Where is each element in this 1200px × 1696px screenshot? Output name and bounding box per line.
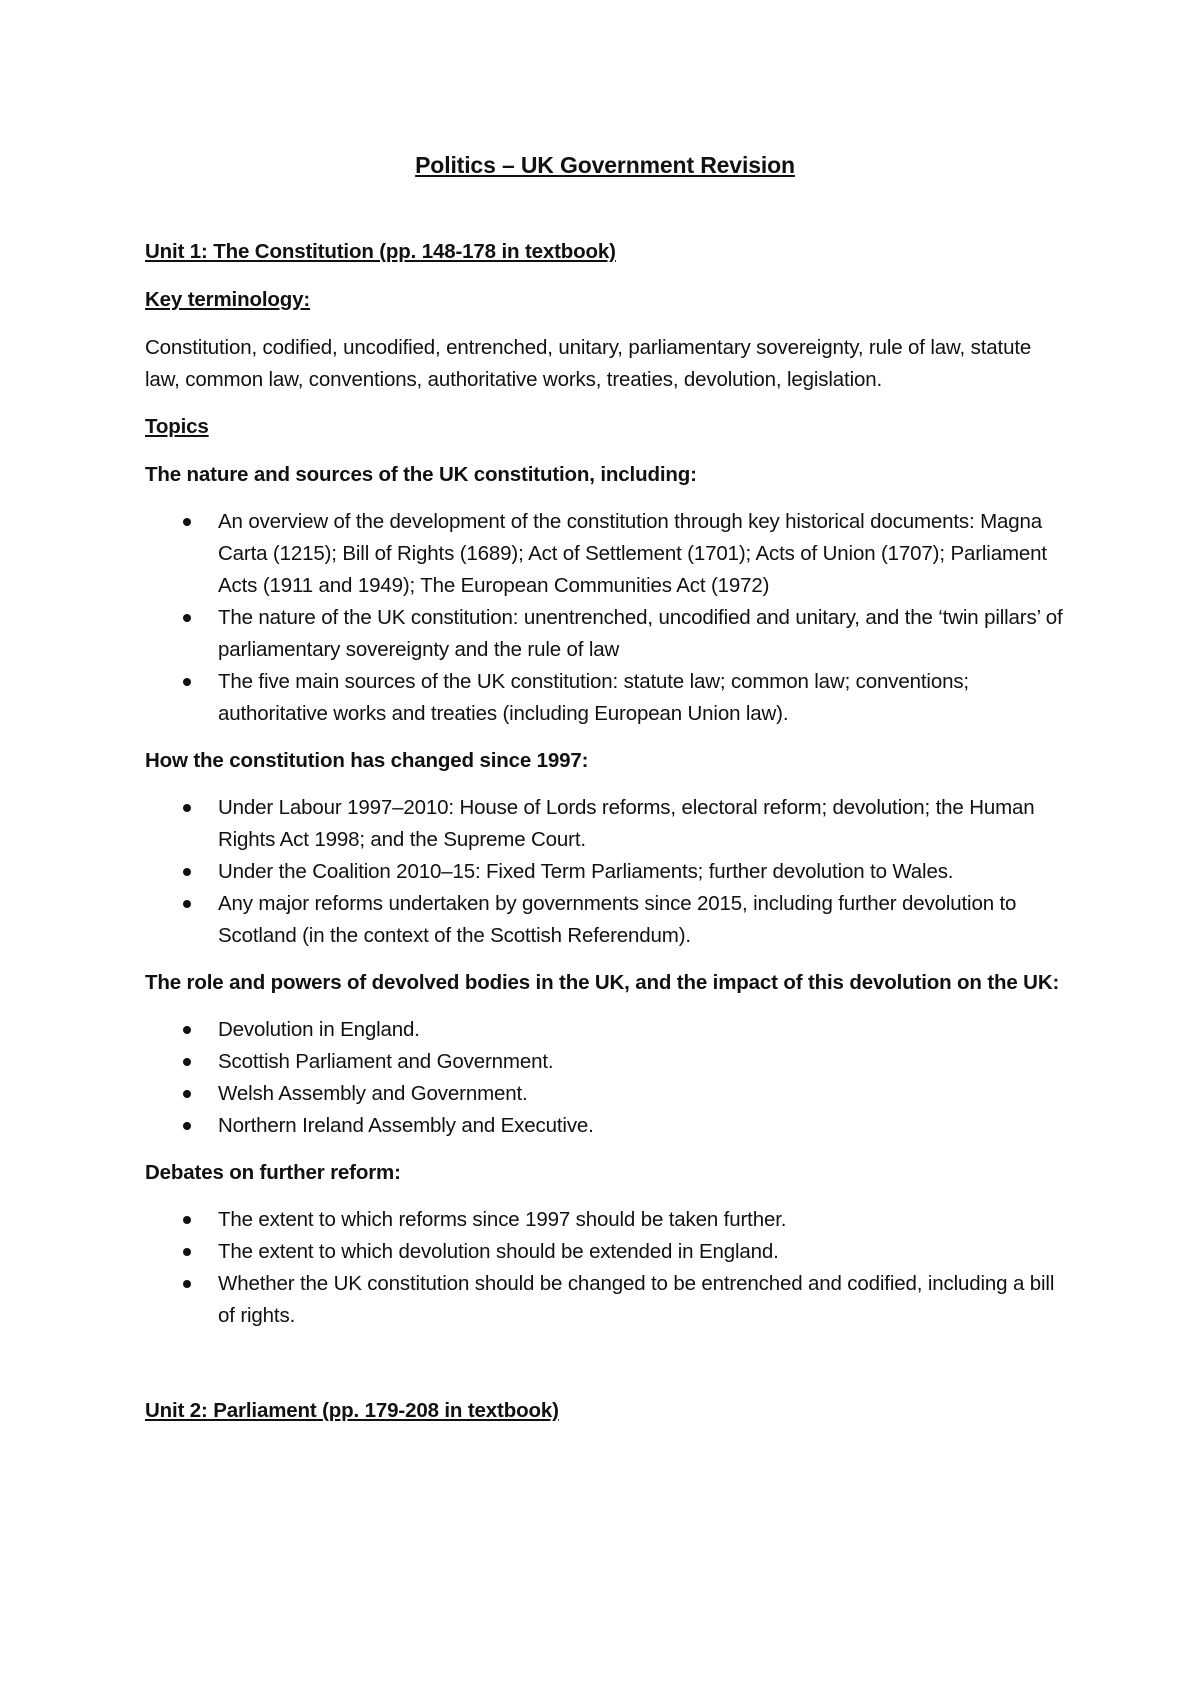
list-item xyxy=(145,506,1065,602)
unit-2-heading: Unit 2: Parliament (pp. 179-208 in textbook) xyxy=(145,1399,559,1422)
list-item xyxy=(145,1204,1065,1236)
bullet-icon xyxy=(183,1248,191,1256)
list-item-text: Scottish Parliament and Government. xyxy=(218,1050,554,1073)
list-item xyxy=(145,792,1065,856)
bullet-icon xyxy=(183,804,191,812)
document-page xyxy=(145,148,1065,1443)
list-item-text: The five main sources of the UK constitution: statute law; common law; conventions; authoritative works and treaties (including European Union law). xyxy=(218,670,969,725)
list-item xyxy=(145,1014,1065,1046)
list-item xyxy=(145,666,1065,730)
list-item-text: Under the Coalition 2010–15: Fixed Term Parliaments; further devolution to Wales. xyxy=(218,860,954,883)
bullet-icon xyxy=(183,1216,191,1224)
bullet-icon xyxy=(183,1122,191,1130)
list-item xyxy=(145,1078,1065,1110)
list-item-text: The nature of the UK constitution: unentrenched, uncodified and unitary, and the ‘twin pillars’ of parliamentary sovereignty and the rule of law xyxy=(218,606,1063,661)
bullet-icon xyxy=(183,1090,191,1098)
list-item xyxy=(145,888,1065,952)
bullet-icon xyxy=(183,678,191,686)
list-item-text: An overview of the development of the constitution through key historical documents: Magna Carta (1215); Bill of Rights (1689); Act of Settlement (1701); Acts of Union (1707); Parliament Acts (1911 and 1949); The European Communities Act (1972) xyxy=(218,510,1047,597)
list-item xyxy=(145,1236,1065,1268)
bullet-list-further-reform xyxy=(145,1204,1065,1332)
list-item-text: The extent to which devolution should be extended in England. xyxy=(218,1240,779,1263)
bullet-list-changes-since-1997 xyxy=(145,792,1065,952)
bullet-icon xyxy=(183,868,191,876)
topics-label: Topics xyxy=(145,415,209,438)
list-item xyxy=(145,1268,1065,1332)
list-item-text: Welsh Assembly and Government. xyxy=(218,1082,528,1105)
list-item xyxy=(145,1110,1065,1142)
bullet-icon xyxy=(183,1026,191,1034)
section-heading-changes-since-1997: How the constitution has changed since 1997: xyxy=(145,749,589,772)
section-heading-nature-sources: The nature and sources of the UK constitution, including: xyxy=(145,463,697,486)
key-terminology-text: Constitution, codified, uncodified, entrenched, unitary, parliamentary sovereignty, rule of law, statute law, common law, conventions, authoritative works, treaties, devolution, legislation. xyxy=(145,336,1032,391)
list-item-text: Whether the UK constitution should be changed to be entrenched and codified, including a bill of rights. xyxy=(218,1272,1055,1327)
list-item-text: Northern Ireland Assembly and Executive. xyxy=(218,1114,594,1137)
list-item-text: Any major reforms undertaken by governments since 2015, including further devolution to Scotland (in the context of the Scottish Referendum). xyxy=(218,892,1017,947)
bullet-icon xyxy=(183,1058,191,1066)
bullet-list-devolved-bodies xyxy=(145,1014,1065,1142)
section-heading-devolved-bodies: The role and powers of devolved bodies in the UK, and the impact of this devolution on the UK: xyxy=(145,971,1060,994)
bullet-icon xyxy=(183,900,191,908)
section-spacer xyxy=(145,1347,1065,1395)
list-item xyxy=(145,1046,1065,1078)
list-item xyxy=(145,602,1065,666)
page-title: Politics – UK Government Revision xyxy=(415,152,795,178)
list-item xyxy=(145,856,1065,888)
bullet-list-nature-sources xyxy=(145,506,1065,730)
bullet-icon xyxy=(183,1280,191,1288)
list-item-text: The extent to which reforms since 1997 should be taken further. xyxy=(218,1208,787,1231)
section-heading-further-reform: Debates on further reform: xyxy=(145,1161,401,1184)
key-terminology-label: Key terminology: xyxy=(145,288,311,311)
list-item-text: Under Labour 1997–2010: House of Lords reforms, electoral reform; devolution; the Human Rights Act 1998; and the Supreme Court. xyxy=(218,796,1035,851)
list-item-text: Devolution in England. xyxy=(218,1018,420,1041)
bullet-icon xyxy=(183,614,191,622)
bullet-icon xyxy=(183,518,191,526)
unit-1-heading: Unit 1: The Constitution (pp. 148-178 in textbook) xyxy=(145,240,616,263)
